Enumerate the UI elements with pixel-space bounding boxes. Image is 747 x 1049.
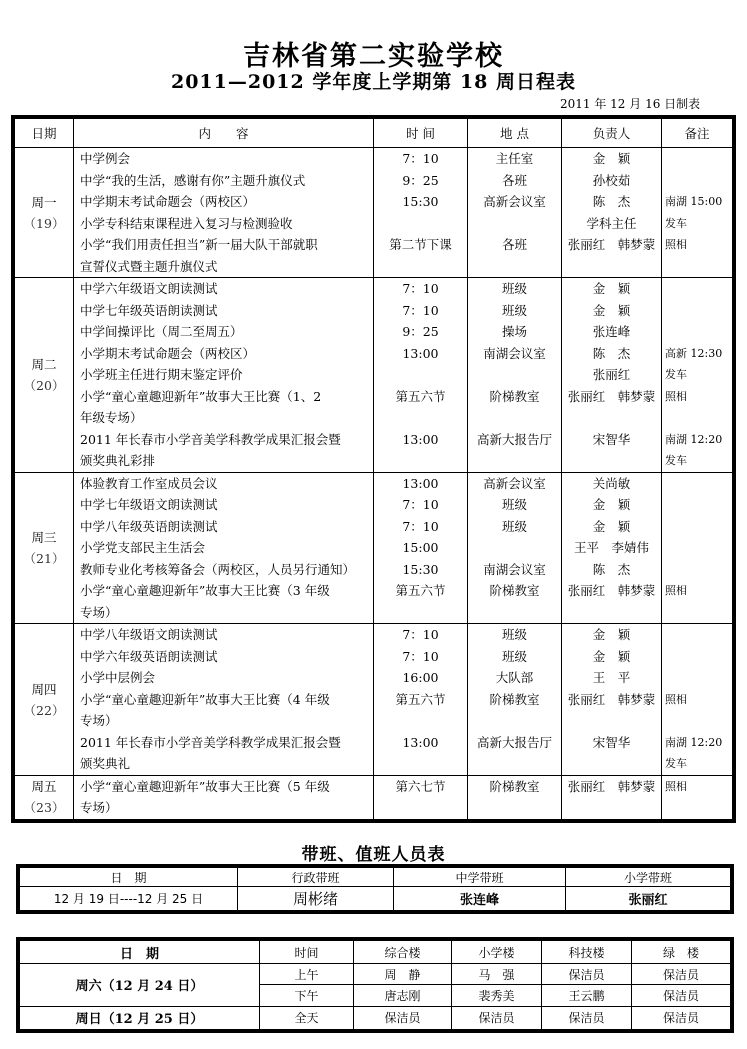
weekend-row — [20, 1006, 731, 1029]
person-line: 金 颖 — [592, 497, 631, 513]
note-line — [662, 170, 732, 192]
header-time: 时 间 — [374, 119, 468, 148]
person-line: 金 颖 — [592, 648, 631, 664]
place-line: 各班 — [501, 237, 527, 252]
note-line — [662, 646, 732, 668]
content-line: 中学六年级英语朗读测试 — [80, 648, 218, 664]
weekend-frame — [16, 937, 734, 1033]
day-label: 周五 — [31, 779, 57, 795]
time-line — [374, 602, 467, 624]
person-line: 陈 杰 — [592, 345, 631, 361]
place-line: 阶梯教室 — [489, 778, 540, 794]
weekend-header-row — [20, 941, 731, 964]
weekend-sunday: 周日（12 月 25 日） — [20, 1006, 260, 1029]
content-line: 颁奖典礼 — [80, 756, 131, 772]
place-line: 高新会议室 — [483, 194, 546, 209]
time-line: 13:00 — [402, 475, 439, 491]
schedule-frame — [11, 115, 736, 823]
time-cell — [374, 278, 468, 473]
header-note: 备注 — [662, 119, 733, 148]
time-cell — [374, 624, 468, 776]
time-line — [374, 256, 467, 278]
weekend-cell: 保洁员 — [354, 1006, 452, 1029]
time-line: 第六七节 — [395, 778, 446, 794]
content-line: 中学期末考试命题会（两校区） — [80, 194, 256, 209]
place-line: 大队部 — [495, 670, 534, 686]
time-line: 15:00 — [402, 540, 439, 556]
weekend-header-date: 日 期 — [20, 941, 260, 964]
note-line — [662, 473, 732, 495]
content-line: 2011 年长春市小学音美学科教学成果汇报会暨 — [80, 431, 341, 447]
note-line — [662, 148, 732, 170]
person-line: 张丽红 韩梦蒙 — [567, 388, 656, 404]
place-line: 阶梯教室 — [489, 388, 540, 404]
place-line: 南湖会议室 — [483, 345, 546, 361]
note-line: 南湖 15:00 — [665, 195, 723, 208]
day-number: （21） — [23, 551, 65, 567]
person-line: 金 颖 — [592, 627, 631, 643]
content-line: 教师专业化考核筹备会（两校区，人员另行通知） — [80, 561, 356, 577]
content-line: 中学七年级语文朗读测试 — [80, 497, 218, 513]
schedule-table — [14, 118, 733, 820]
note-line: 照相 — [665, 692, 687, 706]
time-line: 9：25 — [402, 172, 439, 188]
time-line: 第五六节 — [395, 388, 446, 404]
time-line: 13:00 — [402, 431, 439, 447]
person-line: 张连峰 — [592, 324, 631, 340]
person-line — [562, 602, 661, 624]
place-line — [468, 407, 561, 429]
content-cell — [74, 148, 374, 278]
day-row — [15, 148, 733, 278]
place-line — [468, 602, 561, 624]
content-line: 中学八年级语文朗读测试 — [80, 627, 218, 643]
person-line: 张丽红 韩梦蒙 — [567, 691, 656, 707]
time-line — [374, 753, 467, 775]
person-line: 关尚敏 — [592, 475, 631, 491]
note-line — [662, 256, 732, 278]
note-line: 南湖 12:20 — [665, 432, 723, 446]
time-line: 7：10 — [402, 518, 439, 534]
weekend-cell: 保洁员 — [542, 964, 632, 985]
duty-middle: 张连峰 — [394, 887, 566, 911]
note-line — [662, 407, 732, 429]
time-line: 7：10 — [402, 497, 439, 513]
day-cell — [15, 148, 74, 278]
time-line: 7：10 — [402, 627, 439, 643]
day-label: 周四 — [31, 681, 57, 697]
time-line — [374, 407, 467, 429]
person-line: 陈 杰 — [592, 561, 631, 577]
duty-frame — [16, 864, 734, 914]
content-line: 小学“我们用责任担当”新一届大队干部就职 — [80, 237, 318, 252]
content-line: 中学例会 — [80, 151, 131, 166]
day-label: 周一 — [31, 194, 57, 210]
duty-header-row — [20, 868, 731, 887]
place-line — [468, 450, 561, 472]
person-cell — [562, 775, 662, 819]
day-row — [15, 775, 733, 819]
place-line: 南湖会议室 — [483, 561, 546, 577]
person-line — [562, 256, 661, 278]
person-line: 张丽红 韩梦蒙 — [567, 778, 656, 794]
time-line: 第二节下课 — [389, 237, 452, 252]
note-cell — [662, 624, 733, 776]
weekend-cell: 上午 — [260, 964, 354, 985]
weekend-cell: 下午 — [260, 985, 354, 1006]
place-line: 班级 — [501, 281, 527, 297]
content-line: 专场） — [80, 800, 118, 816]
content-line: 小学“童心童趣迎新年”故事大王比赛（3 年级 — [80, 583, 330, 599]
duty-row — [20, 887, 731, 911]
place-cell — [468, 775, 562, 819]
place-cell — [468, 278, 562, 473]
note-line: 发车 — [665, 757, 687, 771]
content-line: 小学党支部民主生活会 — [80, 540, 206, 556]
day-row — [15, 472, 733, 624]
note-cell — [662, 148, 733, 278]
person-cell — [562, 472, 662, 624]
day-number: （20） — [23, 377, 65, 393]
place-line: 操场 — [501, 324, 527, 340]
weekend-table — [19, 940, 731, 1030]
weekend-cell: 保洁员 — [632, 964, 731, 985]
place-line — [468, 753, 561, 775]
weekend-header-green: 绿 楼 — [632, 941, 731, 964]
day-label: 周三 — [31, 530, 57, 546]
person-line: 学科主任 — [586, 215, 637, 231]
time-line — [374, 450, 467, 472]
note-line: 照相 — [665, 779, 687, 793]
time-line: 15:30 — [402, 194, 439, 209]
duty-admin: 周彬绪 — [238, 887, 394, 911]
person-line — [562, 797, 661, 819]
person-line: 张丽红 韩梦蒙 — [567, 237, 656, 252]
note-line: 照相 — [665, 389, 687, 403]
note-line — [662, 537, 732, 559]
note-line — [662, 710, 732, 732]
place-line: 班级 — [501, 302, 527, 318]
weekend-cell: 裴秀美 — [452, 985, 542, 1006]
time-cell — [374, 148, 468, 278]
time-line: 13:00 — [402, 734, 439, 750]
note-cell — [662, 775, 733, 819]
note-line — [662, 797, 732, 819]
page-title: 吉林省第二实验学校 — [243, 41, 504, 72]
content-line: 小学“童心童趣迎新年”故事大王比赛（1、2 — [80, 388, 322, 404]
person-line: 宋智华 — [592, 734, 631, 750]
weekend-cell: 保洁员 — [452, 1006, 542, 1029]
weekend-header-tech: 科技楼 — [542, 941, 632, 964]
note-line: 照相 — [665, 584, 687, 598]
person-line — [562, 450, 661, 472]
note-line — [662, 602, 732, 624]
time-cell — [374, 775, 468, 819]
note-line — [662, 667, 732, 689]
person-line: 张丽红 韩梦蒙 — [567, 583, 656, 599]
time-line: 16:00 — [402, 670, 439, 686]
time-line: 第五六节 — [395, 583, 446, 599]
content-line: 小学“童心童趣迎新年”故事大王比赛（4 年级 — [80, 691, 330, 707]
place-line: 主任室 — [495, 151, 534, 166]
day-cell — [15, 472, 74, 624]
place-line: 阶梯教室 — [489, 583, 540, 599]
weekend-header-building: 综合楼 — [354, 941, 452, 964]
duty-header-middle: 中学带班 — [394, 868, 566, 887]
weekend-cell: 王云鹏 — [542, 985, 632, 1006]
weekend-cell: 马 强 — [452, 964, 542, 985]
weekend-cell: 全天 — [260, 1006, 354, 1029]
person-line — [562, 407, 661, 429]
note-line: 发车 — [665, 368, 687, 382]
page-subtitle: 2011—2012 学年度上学期第 18 周日程表 — [170, 71, 577, 93]
content-line: 中学八年级英语朗读测试 — [80, 518, 218, 534]
day-cell — [15, 775, 74, 819]
place-line: 各班 — [501, 172, 527, 188]
content-cell — [74, 278, 374, 473]
duty-header-primary: 小学带班 — [566, 868, 731, 887]
content-line: 年级专场） — [80, 410, 143, 426]
time-line — [374, 213, 467, 235]
time-cell — [374, 472, 468, 624]
place-line: 高新大报告厅 — [476, 734, 552, 750]
weekend-cell: 保洁员 — [542, 1006, 632, 1029]
day-number: （22） — [23, 702, 65, 718]
weekend-saturday: 周六（12 月 24 日） — [20, 964, 260, 1006]
note-cell — [662, 278, 733, 473]
place-cell — [468, 472, 562, 624]
content-cell — [74, 624, 374, 776]
note-line — [662, 559, 732, 581]
content-line: 小学班主任进行期末鉴定评价 — [80, 367, 243, 383]
time-line: 7：10 — [402, 302, 439, 318]
duty-header-date: 日 期 — [20, 868, 238, 887]
duty-header-admin: 行政带班 — [238, 868, 394, 887]
person-line: 孙校茹 — [592, 172, 631, 188]
note-line: 发车 — [665, 454, 687, 468]
note-line — [662, 494, 732, 516]
place-line: 班级 — [501, 648, 527, 664]
header-content: 内 容 — [74, 119, 374, 148]
weekend-cell: 保洁员 — [632, 985, 731, 1006]
day-cell — [15, 624, 74, 776]
person-cell — [562, 624, 662, 776]
place-line: 高新会议室 — [483, 475, 546, 491]
person-line: 宋智华 — [592, 431, 631, 447]
place-line — [468, 256, 561, 278]
weekend-cell: 唐志刚 — [354, 985, 452, 1006]
duty-title: 带班、值班人员表 — [301, 845, 446, 865]
content-line: 中学六年级语文朗读测试 — [80, 281, 218, 297]
time-line: 15:30 — [402, 561, 439, 577]
weekend-header-time: 时间 — [260, 941, 354, 964]
schedule-header-row — [15, 119, 733, 148]
person-cell — [562, 278, 662, 473]
note-line — [662, 300, 732, 322]
content-cell — [74, 472, 374, 624]
place-line — [468, 537, 561, 559]
time-line: 13:00 — [402, 345, 439, 361]
content-line: 中学七年级英语朗读测试 — [80, 302, 218, 318]
time-line — [374, 797, 467, 819]
person-line: 金 颖 — [592, 518, 631, 534]
content-line: 小学期末考试命题会（两校区） — [80, 345, 256, 361]
person-line: 张丽红 — [592, 367, 631, 383]
place-cell — [468, 148, 562, 278]
day-number: （19） — [23, 215, 65, 231]
time-line: 7：10 — [402, 281, 439, 297]
header-person: 负责人 — [562, 119, 662, 148]
content-line: 小学中层例会 — [80, 670, 156, 686]
place-cell — [468, 624, 562, 776]
person-line — [562, 710, 661, 732]
time-line — [374, 364, 467, 386]
time-line: 7：10 — [402, 151, 439, 166]
place-line: 班级 — [501, 627, 527, 643]
person-line: 陈 杰 — [592, 194, 631, 209]
content-cell — [74, 775, 374, 819]
note-line — [662, 321, 732, 343]
time-line: 第五六节 — [395, 691, 446, 707]
note-line — [662, 278, 732, 300]
content-line: 专场） — [80, 604, 118, 620]
place-line: 班级 — [501, 518, 527, 534]
place-line: 班级 — [501, 497, 527, 513]
day-cell — [15, 278, 74, 473]
content-line: 颁奖典礼彩排 — [80, 453, 156, 469]
note-line — [662, 516, 732, 538]
place-line — [468, 710, 561, 732]
header-place: 地 点 — [468, 119, 562, 148]
note-line: 高新 12:30 — [665, 346, 723, 360]
content-line: 中学间操评比（周二至周五） — [80, 324, 243, 340]
day-row — [15, 624, 733, 776]
place-line: 阶梯教室 — [489, 691, 540, 707]
weekend-row — [20, 964, 731, 985]
place-line — [468, 213, 561, 235]
made-date: 2011 年 12 月 16 日制表 — [560, 97, 701, 111]
content-line: 小学“童心童趣迎新年”故事大王比赛（5 年级 — [80, 778, 330, 794]
person-line: 金 颖 — [592, 151, 631, 166]
place-line — [468, 364, 561, 386]
day-number: （23） — [23, 800, 65, 816]
time-line — [374, 710, 467, 732]
note-line — [662, 624, 732, 646]
content-line: 小学专科结束课程进入复习与检测验收 — [80, 215, 293, 231]
person-line: 王平 李婧伟 — [573, 540, 649, 556]
content-line: 体验教育工作室成员会议 — [80, 475, 218, 491]
person-line — [562, 753, 661, 775]
person-line: 金 颖 — [592, 302, 631, 318]
place-line — [468, 797, 561, 819]
time-line: 7：10 — [402, 648, 439, 664]
note-line: 发车 — [665, 216, 687, 230]
content-line: 专场） — [80, 713, 118, 729]
person-line: 金 颖 — [592, 281, 631, 297]
day-row — [15, 278, 733, 473]
note-line: 照相 — [665, 238, 687, 251]
weekend-cell: 保洁员 — [632, 1006, 731, 1029]
time-line: 9：25 — [402, 324, 439, 340]
content-line: 宣誓仪式暨主题升旗仪式 — [80, 258, 218, 274]
content-line: 中学“我的生活，感谢有你”主题升旗仪式 — [80, 172, 306, 188]
weekend-cell: 周 静 — [354, 964, 452, 985]
note-line: 南湖 12:20 — [665, 735, 723, 749]
person-cell — [562, 148, 662, 278]
header-day: 日期 — [15, 119, 74, 148]
day-label: 周二 — [31, 356, 57, 372]
note-cell — [662, 472, 733, 624]
content-line: 2011 年长春市小学音美学科教学成果汇报会暨 — [80, 734, 341, 750]
weekend-header-primary: 小学楼 — [452, 941, 542, 964]
duty-date: 12 月 19 日----12 月 25 日 — [20, 887, 238, 911]
place-line: 高新大报告厅 — [476, 431, 552, 447]
duty-table — [19, 867, 731, 911]
duty-primary: 张丽红 — [566, 887, 731, 911]
person-line: 王 平 — [592, 670, 631, 686]
